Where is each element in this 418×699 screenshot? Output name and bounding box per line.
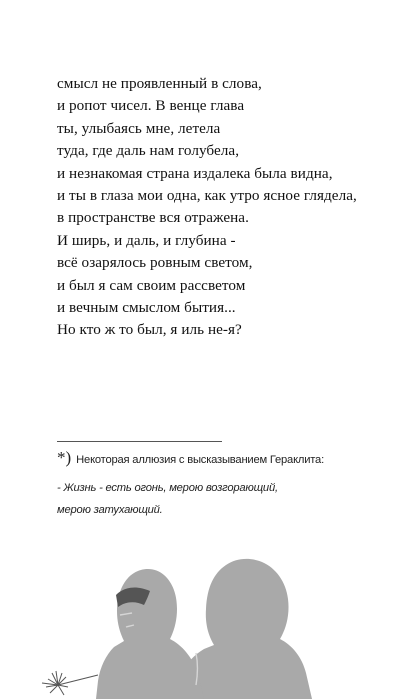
poem-line: всё озарялось ровным светом, bbox=[57, 254, 253, 272]
two-figures-silhouette bbox=[96, 559, 312, 699]
poem-line: и ропот чисел. В венце глава bbox=[57, 97, 245, 115]
footnote-divider bbox=[57, 441, 222, 442]
poem-line: Но кто ж то был, я иль не-я? bbox=[57, 321, 242, 339]
poem-line: и незнакомая страна издалека была видна, bbox=[57, 164, 333, 182]
poem-line: смысл не проявленный в слова, bbox=[57, 75, 262, 92]
sparkler-icon bbox=[42, 671, 98, 695]
footnote-text: Некоторая аллюзия с высказыванием Гераклита: bbox=[76, 454, 324, 466]
poem-line: туда, где даль нам голубела, bbox=[57, 142, 240, 160]
left-figure-silhouette bbox=[96, 569, 204, 699]
footnote-quote-line: - Жизнь - есть огонь, мерою возгорающий, bbox=[57, 482, 278, 494]
poem-line: ты, улыбаясь мне, летела bbox=[57, 119, 221, 137]
poem bbox=[57, 73, 402, 342]
poem-line: и ты в глаза мои одна, как утро ясное глядела, bbox=[57, 186, 357, 204]
poem-line: и вечным смыслом бытия... bbox=[57, 298, 236, 316]
footnote bbox=[57, 448, 377, 521]
footnote-marker: *) bbox=[57, 448, 72, 467]
poem-line: в пространстве вся отражена. bbox=[57, 209, 249, 227]
poem-line: и был я сам своим рассветом bbox=[57, 276, 246, 294]
silhouette-illustration bbox=[0, 535, 418, 699]
poem-line: И ширь, и даль, и глубина - bbox=[57, 231, 236, 249]
footnote-header bbox=[57, 448, 377, 468]
footnote-quote-line: мерою затухающий. bbox=[57, 504, 163, 516]
